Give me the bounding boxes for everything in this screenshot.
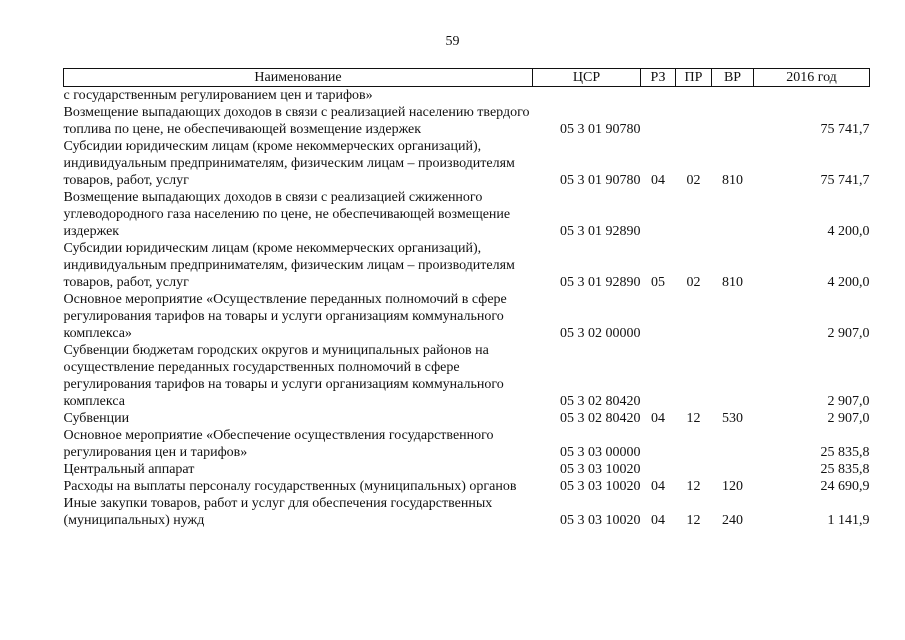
row-amount: 25 835,8 [820,462,870,477]
table-row [64,478,870,495]
row-name: Субвенции бюджетам городских округов и муниципальных районов на осуществление переданных государственных полномочий в сфере регулирования тарифов на товары и услуги организациям коммунального комплекса [63,343,504,409]
row-rz [641,87,676,105]
row-pr [676,104,712,138]
row-csr: 05 3 01 92890 [560,224,641,239]
row-vr [712,104,754,138]
row-csr: 05 3 03 00000 [560,445,641,460]
row-name: Основное мероприятие «Обеспечение осуществления государственного регулирования цен и тарифов» [63,428,494,460]
table-row [64,87,870,105]
row-pr [676,427,712,461]
table-row [64,189,870,240]
row-pr: 02 [686,275,701,290]
row-vr: 810 [722,275,743,290]
row-rz [641,104,676,138]
row-vr [712,461,754,478]
row-rz [641,291,676,342]
row-rz: 04 [651,513,665,528]
row-amount: 24 690,9 [820,479,870,494]
row-amount: 25 835,8 [820,445,870,460]
row-csr [533,87,641,105]
row-name: с государственным регулированием цен и тарифов» [63,88,373,103]
row-amount: 4 200,0 [827,224,870,239]
row-pr [676,461,712,478]
table-row [64,342,870,410]
row-csr: 05 3 03 10020 [560,513,641,528]
row-csr: 05 3 02 80420 [560,394,641,409]
row-amount: 1 141,9 [827,513,870,528]
row-rz [641,189,676,240]
row-name: Основное мероприятие «Осуществление переданных полномочий в сфере регулирования тарифов на товары и услуги организациям коммунального комплекса» [63,292,507,341]
row-pr [676,189,712,240]
row-csr: 05 3 01 92890 [560,275,641,290]
row-csr: 05 3 03 10020 [560,479,641,494]
row-vr: 240 [722,513,743,528]
row-rz: 05 [651,275,665,290]
table-row [64,138,870,189]
table-row [64,495,870,529]
row-name: Возмещение выпадающих доходов в связи с реализацией населению твердого топлива по цене, не обеспечивающей возмещение издержек [63,105,530,137]
row-csr: 05 3 01 90780 [560,122,641,137]
row-pr [676,342,712,410]
row-amount: 2 907,0 [827,394,870,409]
row-pr: 02 [686,173,701,188]
row-vr [712,427,754,461]
row-amount: 2 907,0 [827,411,870,426]
table-row [64,240,870,291]
row-vr [712,87,754,105]
row-pr [676,87,712,105]
table-header [64,69,870,87]
row-amount: 2 907,0 [827,326,870,341]
row-pr: 12 [686,479,701,494]
table-row [64,104,870,138]
header-csr: ЦСР [533,69,641,87]
row-name: Возмещение выпадающих доходов в связи с реализацией сжиженного углеводородного газа населению по цене, не обеспечивающей возмещение издержек [63,190,511,239]
table-row [64,291,870,342]
row-name: Субсидии юридическим лицам (кроме некоммерческих организаций), индивидуальным предпринимателям, физическим лицам – производителям товаров, работ, услуг [63,241,515,290]
row-rz: 04 [651,173,665,188]
header-name: Наименование [64,69,533,87]
row-csr: 05 3 02 80420 [560,411,641,426]
table-body [64,87,870,530]
row-name: Расходы на выплаты персоналу государственных (муниципальных) органов [63,479,517,494]
row-amount: 75 741,7 [820,173,870,188]
budget-table [63,68,870,529]
row-csr: 05 3 02 00000 [560,326,641,341]
row-pr: 12 [686,513,701,528]
row-csr: 05 3 01 90780 [560,173,641,188]
header-pr: ПР [676,69,712,87]
header-row [64,69,870,87]
row-vr: 120 [722,479,743,494]
row-rz: 04 [651,411,665,426]
row-rz [641,427,676,461]
row-vr: 810 [722,173,743,188]
row-vr [712,189,754,240]
row-rz [641,342,676,410]
row-pr [676,291,712,342]
row-amount: 4 200,0 [827,275,870,290]
table-row [64,410,870,427]
table-row [64,427,870,461]
row-name: Субвенции [63,411,130,426]
row-vr [712,342,754,410]
header-rz: РЗ [641,69,676,87]
row-csr: 05 3 03 10020 [560,462,641,477]
page-number: 59 [445,34,460,49]
row-rz [641,461,676,478]
row-amount: 75 741,7 [820,122,870,137]
header-vr: ВР [712,69,754,87]
row-name: Центральный аппарат [63,462,195,477]
row-vr [712,291,754,342]
row-amount [754,87,870,105]
row-pr: 12 [686,411,701,426]
row-name: Субсидии юридическим лицам (кроме некоммерческих организаций), индивидуальным предпринимателям, физическим лицам – производителям товаров, работ, услуг [63,139,515,188]
table-row [64,461,870,478]
header-year: 2016 год [754,69,870,87]
row-name: Иные закупки товаров, работ и услуг для обеспечения государственных (муниципальных) нужд [63,496,493,528]
row-rz: 04 [651,479,665,494]
row-vr: 530 [722,411,743,426]
